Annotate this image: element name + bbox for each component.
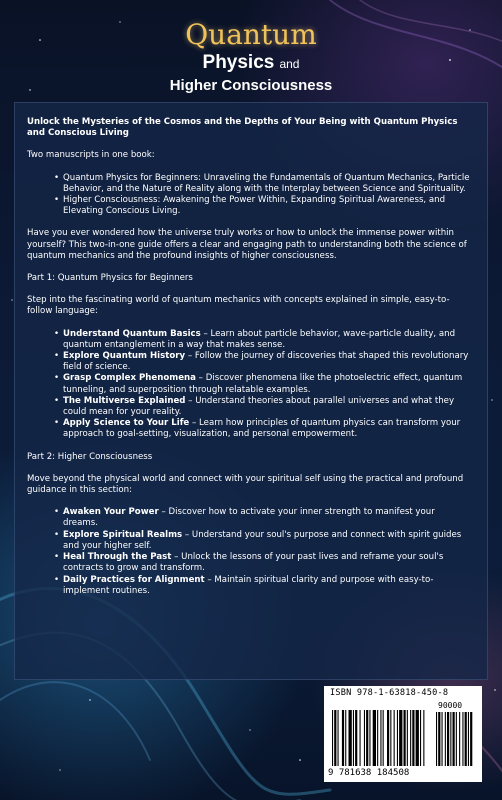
- part2-list: [27, 507, 471, 597]
- list-item: [63, 552, 471, 574]
- item-text: – Follow the journey of discoveries that shaped this revolutionary field of science.: [63, 351, 469, 373]
- item-text: – Maintain spiritual clarity and purpose with easy-to-implement routines.: [63, 574, 434, 596]
- intro-headline: Unlock the Mysteries of the Cosmos and the Depths of Your Being with Quantum Physics and Conscious Living: [27, 117, 458, 139]
- part2-lead: Move beyond the physical world and connect with your spiritual self using the practical and profound guidance in this section:: [27, 473, 464, 496]
- manuscript-item: • Quantum Physics for Beginners: Unraveling the Fundamentals of Quantum Mechanics, Particle Behavior, and the Nature of Reality along with the Interplay between Science and Spirituality.: [63, 173, 471, 195]
- list-item: [63, 351, 471, 373]
- list-item: [63, 418, 471, 440]
- ean-digits: 9 781638 184508: [328, 768, 410, 778]
- item-title: Explore Spiritual Realms: [63, 529, 183, 540]
- list-item: [63, 575, 471, 597]
- part2-heading: Part 2: Higher Consciousness: [27, 451, 153, 462]
- title-and: and: [279, 57, 300, 71]
- item-text: – Learn about particle behavior, wave-particle duality, and quantum entanglement in a way that makes sense.: [63, 328, 456, 350]
- item-text: – Discover phenomena like the photoelectric effect, quantum tunneling, and superposition through relatable examples.: [63, 373, 463, 395]
- part1-heading: Part 1: Quantum Physics for Beginners: [27, 273, 193, 284]
- intro-question: Have you ever wondered how the universe truly works or how to unlock the immense power within yourself? This two-in-one guide offers a clear and engaging path to understanding both the science of quantum mechanics and the profound insights of higher consciousness.: [27, 228, 467, 261]
- price-code: 90000: [438, 701, 463, 710]
- title-quantum: Quantum: [185, 18, 317, 51]
- back-cover-text-panel: [14, 102, 488, 680]
- item-text: – Understand theories about parallel universes and what they could mean for your reality.: [63, 395, 455, 418]
- part1-list: [27, 329, 471, 441]
- two-manuscripts-label: Two manuscripts in one book:: [27, 150, 155, 161]
- item-title: Explore Quantum History: [63, 351, 186, 362]
- item-text: – Learn how principles of quantum physics can transform your approach to goal-setting, visualization, and personal empowerment.: [63, 418, 461, 440]
- item-text: – Unlock the lessons of your past lives and reframe your soul's contracts to grow and transform.: [63, 552, 444, 574]
- isbn-barcode: [324, 686, 482, 782]
- item-title: Apply Science to Your Life: [63, 418, 190, 429]
- list-item: [63, 396, 471, 418]
- list-item: [63, 329, 471, 351]
- item-title: The Multiverse Explained: [63, 395, 186, 406]
- list-item: [63, 507, 471, 529]
- manuscripts-list: [27, 173, 471, 218]
- title-physics: Physics: [202, 52, 275, 73]
- part1-lead: Step into the fascinating world of quantum mechanics with concepts explained in simple, easy-to-follow language:: [27, 295, 450, 317]
- title-higher-consciousness: Higher Consciousness: [169, 77, 333, 94]
- item-title: Understand Quantum Basics: [63, 328, 201, 339]
- item-title: Heal Through the Past: [63, 552, 172, 563]
- item-title: Grasp Complex Phenomena: [63, 373, 196, 384]
- item-text: – Understand your soul's purpose and connect with spirit guides and your higher self.: [63, 529, 462, 551]
- item-text: – Discover how to activate your inner strength to manifest your dreams.: [63, 507, 435, 529]
- isbn-number: ISBN 978-1-63818-450-8: [330, 688, 449, 698]
- cover-title: [0, 18, 502, 97]
- list-item: [63, 373, 471, 395]
- manuscript-item: • Higher Consciousness: Awakening the Power Within, Expanding Spiritual Awareness, and Elevating Conscious Living.: [63, 195, 471, 217]
- title-line-2: [0, 52, 502, 75]
- item-title: Awaken Your Power: [63, 507, 159, 518]
- list-item: [63, 530, 471, 552]
- item-title: Daily Practices for Alignment: [63, 574, 205, 585]
